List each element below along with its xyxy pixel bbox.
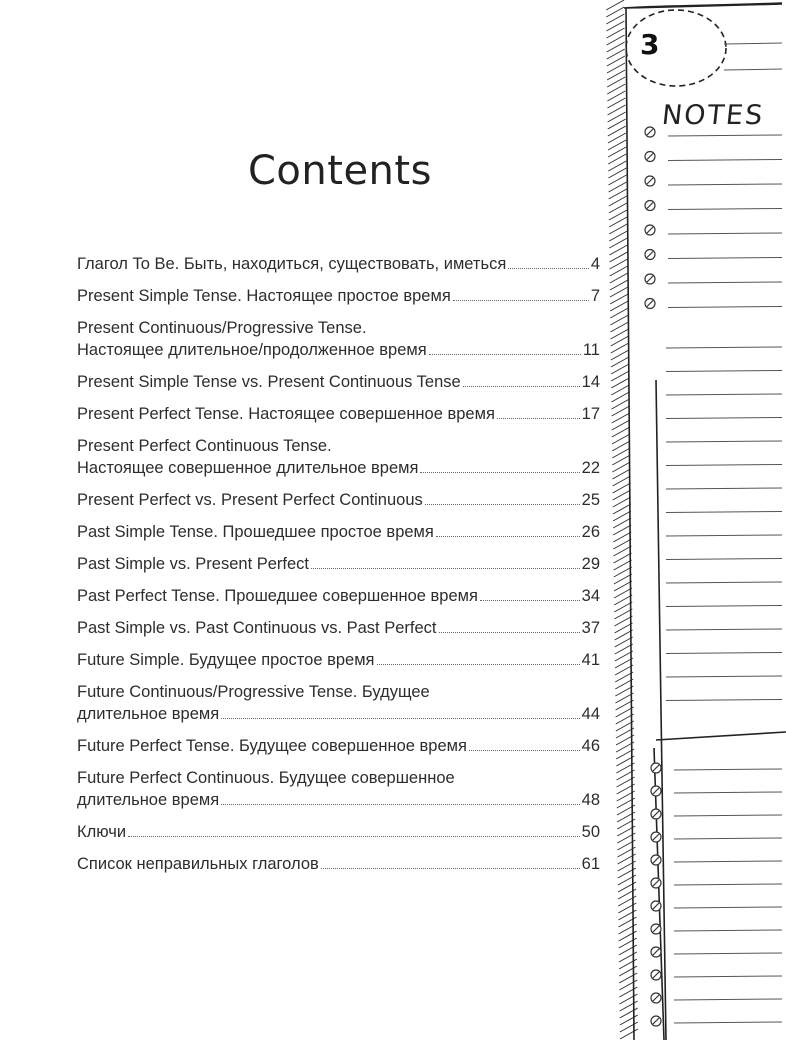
toc-entry-title-line: Future Perfect Continuous. Будущее совершенное (77, 769, 455, 787)
toc-page-number: 41 (581, 651, 600, 669)
dot-leader (439, 632, 580, 633)
note-line (666, 582, 782, 583)
note-line (666, 653, 782, 654)
toc-entry-title: Настоящее совершенное длительное время (77, 459, 419, 477)
dot-leader (508, 268, 589, 269)
toc-entry[interactable] (77, 617, 600, 639)
toc-entry-title: Future Simple. Будущее простое время (77, 651, 375, 669)
toc-entry-title: Past Simple vs. Present Perfect (77, 555, 310, 573)
note-line (674, 930, 782, 931)
note-line (724, 69, 782, 70)
notebook-decoration (604, 0, 786, 1048)
toc-entry-title: Ключи (77, 823, 127, 841)
note-line (668, 233, 782, 234)
toc-entry[interactable] (77, 403, 600, 425)
toc-page-number: 44 (581, 705, 600, 723)
dot-leader (311, 568, 580, 569)
toc-page-number: 14 (581, 373, 600, 391)
table-of-contents (77, 253, 600, 885)
toc-entry[interactable] (77, 521, 600, 543)
note-line (668, 307, 782, 308)
toc-entry[interactable] (77, 649, 600, 671)
toc-entry-title-line: Future Continuous/Progressive Tense. Будущее (77, 683, 430, 701)
toc-page-number: 17 (581, 405, 600, 423)
toc-page-number: 34 (581, 587, 600, 605)
toc-entry-title: Future Perfect Tense. Будущее совершенное время (77, 737, 467, 755)
toc-page-number: 37 (581, 619, 600, 637)
toc-entry-title: Глагол To Be. Быть, находиться, существовать, иметься (77, 255, 507, 273)
note-line (674, 953, 782, 954)
toc-entry[interactable] (77, 489, 600, 511)
note-line (674, 792, 782, 793)
note-line (674, 884, 782, 885)
note-line (674, 999, 782, 1000)
toc-page-number: 22 (581, 459, 600, 477)
dot-leader (463, 386, 580, 387)
dot-leader (480, 600, 580, 601)
toc-entry[interactable] (77, 767, 600, 811)
toc-entry-title-line: Present Perfect Continuous Tense. (77, 437, 332, 455)
note-line (674, 907, 782, 908)
note-line (674, 861, 782, 862)
note-line (666, 488, 782, 489)
toc-page-number: 26 (581, 523, 600, 541)
toc-entry[interactable] (77, 285, 600, 307)
toc-page-number: 7 (590, 287, 600, 305)
toc-page-number: 61 (581, 855, 600, 873)
dot-leader (453, 300, 589, 301)
note-line (668, 258, 782, 259)
toc-entry[interactable] (77, 853, 600, 875)
toc-page-number: 48 (581, 791, 600, 809)
dot-leader (420, 472, 579, 473)
toc-entry-title: Present Perfect vs. Present Perfect Continuous (77, 491, 423, 509)
toc-entry-title: Present Simple Tense vs. Present Continuous Tense (77, 373, 461, 391)
toc-entry[interactable] (77, 735, 600, 757)
toc-page-number: 4 (590, 255, 600, 273)
note-line (666, 394, 782, 395)
dot-leader (221, 804, 579, 805)
notes-label: NOTES (660, 100, 766, 131)
toc-entry[interactable] (77, 253, 600, 275)
note-line (674, 1022, 782, 1023)
page-title: Contents (248, 148, 432, 194)
page-number: 3 (640, 28, 660, 61)
note-line (724, 43, 782, 44)
note-line (666, 465, 782, 466)
toc-entry[interactable] (77, 371, 600, 393)
note-line (666, 347, 782, 348)
toc-entry-title: Present Perfect Tense. Настоящее совершенное время (77, 405, 495, 423)
toc-entry-title: Past Simple vs. Past Continuous vs. Past Perfect (77, 619, 437, 637)
dot-leader (436, 536, 580, 537)
toc-entry-title: Список неправильных глаголов (77, 855, 319, 873)
note-line (668, 209, 782, 210)
toc-entry[interactable] (77, 317, 600, 361)
toc-entry[interactable] (77, 821, 600, 843)
dot-leader (377, 664, 580, 665)
toc-entry-title: Past Simple Tense. Прошедшее простое время (77, 523, 434, 541)
toc-entry[interactable] (77, 553, 600, 575)
note-line (666, 559, 782, 560)
toc-entry-title: Настоящее длительное/продолженное время (77, 341, 427, 359)
dot-leader (321, 868, 580, 869)
note-line (666, 629, 782, 630)
toc-entry[interactable] (77, 585, 600, 607)
toc-entry[interactable] (77, 435, 600, 479)
note-line (666, 535, 782, 536)
dot-leader (425, 504, 580, 505)
toc-page-number: 46 (581, 737, 600, 755)
note-line (674, 976, 782, 977)
dot-leader (221, 718, 579, 719)
toc-entry-title: длительное время (77, 705, 220, 723)
note-line (666, 371, 782, 372)
note-line (674, 769, 782, 770)
note-line (666, 418, 782, 419)
note-line (666, 441, 782, 442)
note-line (674, 838, 782, 839)
toc-page-number: 29 (581, 555, 600, 573)
note-line (668, 282, 782, 283)
toc-entry-title-line: Present Continuous/Progressive Tense. (77, 319, 367, 337)
note-line (666, 676, 782, 677)
note-line (666, 606, 782, 607)
toc-entry[interactable] (77, 681, 600, 725)
note-line (674, 815, 782, 816)
toc-entry-title: Present Simple Tense. Настоящее простое время (77, 287, 451, 305)
note-line (666, 700, 782, 701)
dot-leader (497, 418, 580, 419)
dot-leader (469, 750, 580, 751)
dot-leader (128, 836, 580, 837)
note-line (666, 512, 782, 513)
toc-entry-title: длительное время (77, 791, 220, 809)
note-lines (666, 43, 782, 1023)
toc-page-number: 50 (581, 823, 600, 841)
toc-entry-title: Past Perfect Tense. Прошедшее совершенное время (77, 587, 478, 605)
note-line (668, 160, 782, 161)
toc-page-number: 11 (582, 341, 600, 359)
dot-leader (429, 354, 581, 355)
toc-page-number: 25 (581, 491, 600, 509)
note-line (668, 184, 782, 185)
note-line (668, 135, 782, 136)
